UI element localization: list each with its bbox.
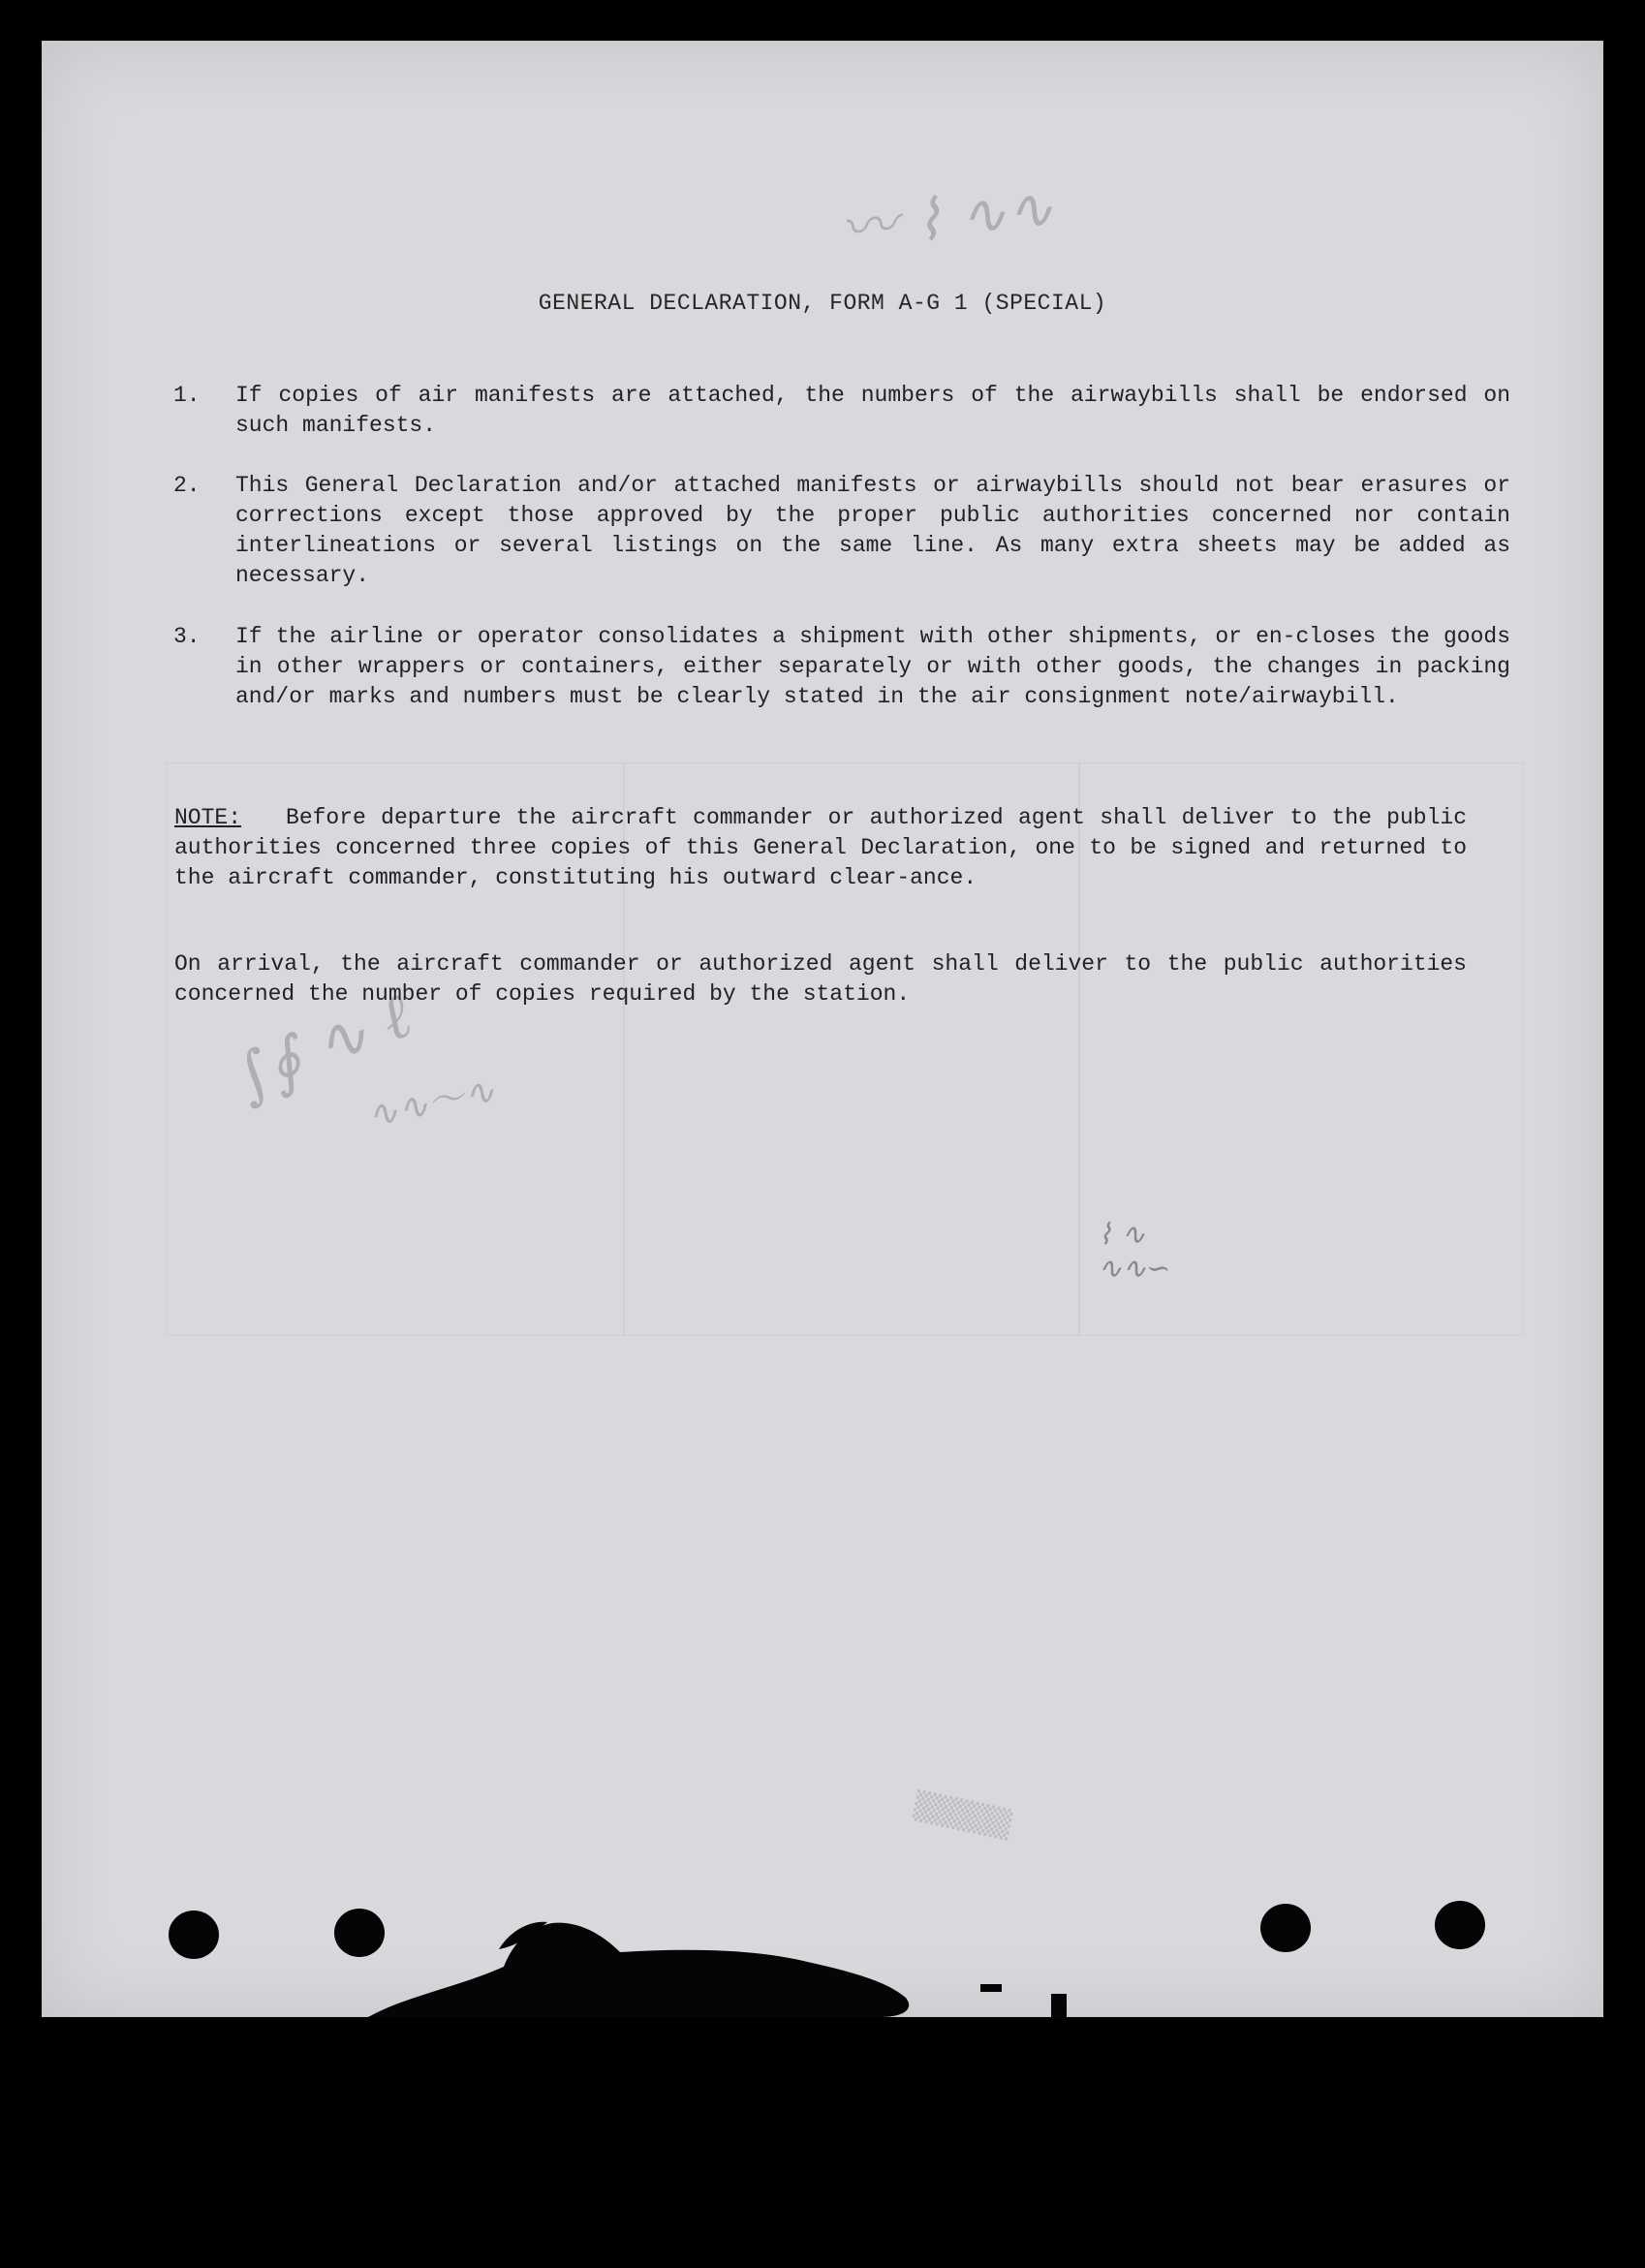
item-text: If copies of air manifests are attached, the numbers of the airwaybills shall be endorsed on such manifests. <box>235 383 1510 438</box>
instruction-item <box>173 622 1510 712</box>
item-number: 2. <box>173 473 201 498</box>
punch-hole <box>1260 1904 1311 1952</box>
note-label: NOTE: <box>174 805 242 830</box>
document-page <box>42 41 1603 2017</box>
instruction-item <box>173 471 1510 591</box>
faded-stamp: ▒▒▒▒▒▒ <box>911 1788 1014 1842</box>
item-number: 1. <box>173 383 201 408</box>
handwritten-scribble: ∿∿〜∿ <box>362 1069 499 1137</box>
punch-hole <box>1435 1901 1485 1949</box>
note-paragraph <box>174 803 1467 893</box>
instruction-item <box>173 381 1510 441</box>
handwritten-scribble: 〰︎ ⌇ ∿∿ <box>837 173 1057 263</box>
note-text: Before departure the aircraft commander or authorized agent shall deliver to the public authorities concerned three copies of this General Declaration, one to be signed and returned to the aircraft commander, constituting his outward clear-ance. <box>174 805 1467 890</box>
punch-hole <box>334 1909 385 1957</box>
punch-hole <box>169 1911 219 1959</box>
form-title: GENERAL DECLARATION, FORM A-G 1 (SPECIAL) <box>538 291 1107 316</box>
item-number: 3. <box>173 624 201 649</box>
handwritten-scribble: ⌇ ∿ ∿∿∽ <box>1098 1218 1171 1286</box>
item-text: If the airline or operator consolidates a shipment with other shipments, or en-closes the goods in other wrappers or containers, either separately or with other goods, the changes in packing and/or marks and numbers must be clearly stated in the air consignment note/airwaybill. <box>235 624 1510 709</box>
item-text: This General Declaration and/or attached manifests or airwaybills should not bear erasures or corrections except those approved by the proper public authorities concerned nor contain interlineations or several listings on the same line. As many extra sheets may be added as necessary. <box>235 473 1510 588</box>
handwritten-scribble: ∫∮ ∿ ℓ <box>226 979 421 1115</box>
arrival-paragraph: On arrival, the aircraft commander or authorized agent shall deliver to the public authorities concerned the number of copies required by the station. <box>174 951 1467 1007</box>
